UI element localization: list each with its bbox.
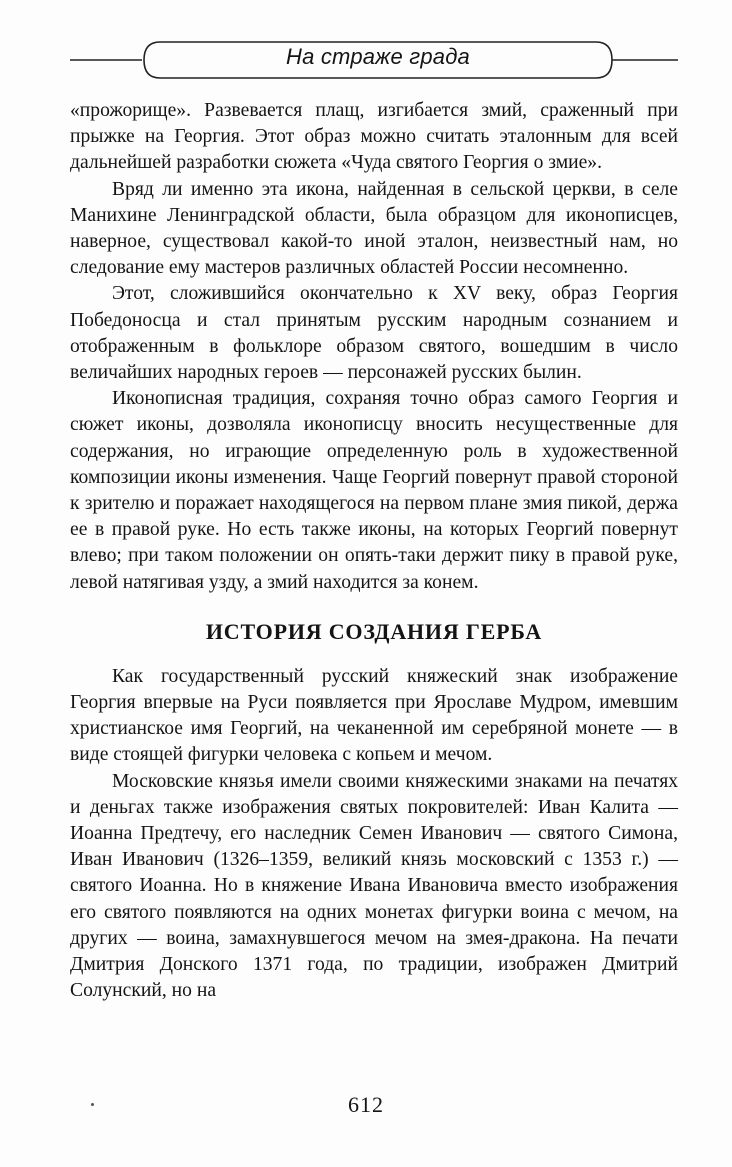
running-header bbox=[0, 0, 732, 110]
page-body bbox=[70, 98, 678, 1005]
page-number: 612 bbox=[348, 1092, 384, 1117]
section-heading: ИСТОРИЯ СОЗДАНИЯ ГЕРБА bbox=[205, 618, 543, 644]
paragraph-2: Вряд ли именно эта икона, найденная в сельской церкви, в селе Манихине Ленинградской области, была образцом для иконописцев, наверное, существовал какой-то иной эталон, неизвестный нам, но следование ему мастеров различных областей России несомненно. bbox=[70, 178, 678, 279]
paragraph-1: «прожорище». Развевается плащ, изгибается змий, сраженный при прыжке на Георгия. Этот образ можно считать эталонным для всей дальнейшей разработки сюжета «Чуда святого Георгия о змие». bbox=[70, 100, 678, 174]
header-title: На страже града bbox=[286, 44, 470, 69]
paragraph-5: Как государственный русский княжеский знак изображение Георгия впервые на Руси появляется при Ярославе Мудром, имевшим христианское имя Георгий, на чеканенной им серебряной монете — в виде стоящей фигурки человека с копьем и мечом. bbox=[70, 665, 678, 766]
paragraph-4: Иконописная традиция, сохраняя точно образ самого Георгия и сюжет иконы, дозволяла иконописцу вносить несущественные для содержания, но играющие определенную роль в художественной композиции иконы изменения. Чаще Георгий повернут правой стороной к зрителю и поражает находящегося на первом плане змия пикой, держа ее в правой руке. Но есть также иконы, на которых Георгий повернут влево; при таком положении он опять-таки держит пику в правой руке, левой натягивая узду, а змий находится за конем. bbox=[70, 388, 678, 593]
paragraph-3: Этот, сложившийся окончательно к XV веку, образ Георгия Победоносца и стал принятым русским народным сознанием и отображенным в фольклоре образом святого, вошедшим в число величайших народных героев — персонажей русских былин. bbox=[70, 283, 678, 384]
paragraph-6: Московские князья имели своими княжескими знаками на печатях и деньгах также изображения святых покровителей: Иван Калита — Иоанна Предтечу, его наследник Семен Иванович — святого Симона, Иван Иванович (1326–1359, великий князь московский с 1353 г.) — святого Иоанна. Но в княжение Ивана Ивановича вместо изображения его святого появляются на одних монетах фигурки воина с мечом, на других — воина, замахнувшегося мечом на змея-дракона. На печати Дмитрия Донского 1371 года, по традиции, изображен Дмитрий Солунский, но на bbox=[70, 770, 678, 1002]
